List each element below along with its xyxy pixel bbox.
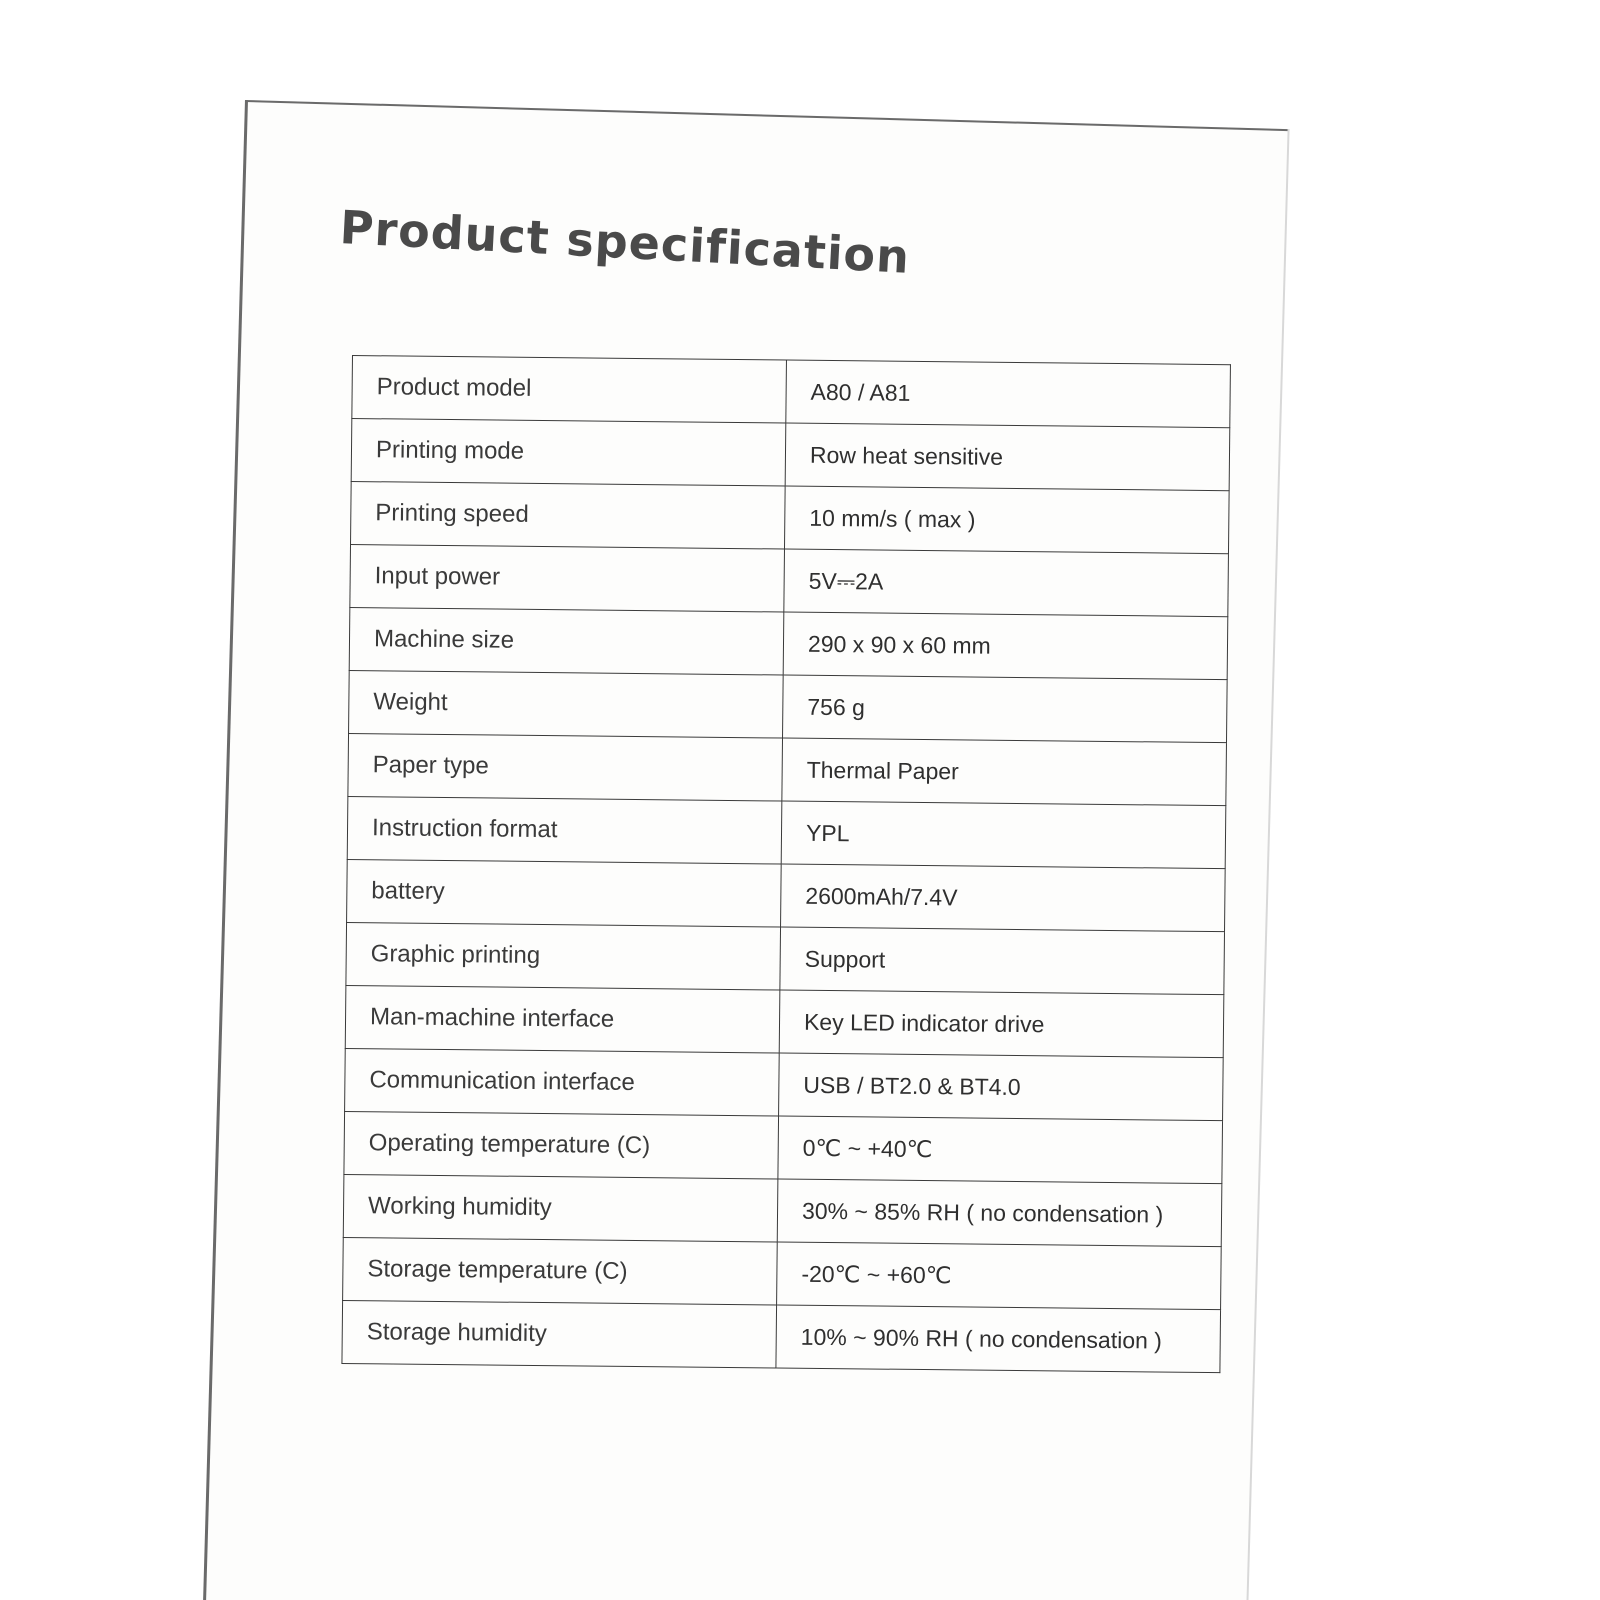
spec-label: battery [347, 859, 782, 927]
spec-label: Printing speed [351, 481, 786, 549]
spec-value: USB / BT2.0 & BT4.0 [779, 1053, 1224, 1121]
table-row [348, 733, 1227, 805]
spec-label: Printing mode [351, 419, 786, 487]
spec-value: 10 mm/s ( max ) [784, 486, 1229, 554]
page-title: Product specification [338, 200, 912, 284]
spec-label: Operating temperature (C) [344, 1111, 779, 1179]
spec-label: Working humidity [343, 1174, 778, 1242]
spec-label: Storage humidity [342, 1300, 777, 1368]
spec-label: Communication interface [345, 1048, 780, 1116]
spec-label: Graphic printing [346, 922, 781, 990]
spec-value: Thermal Paper [782, 738, 1227, 806]
spec-value: Row heat sensitive [785, 423, 1230, 491]
spec-value: 0℃ ~ +40℃ [778, 1116, 1223, 1184]
table-row [351, 481, 1230, 553]
spec-value: YPL [781, 801, 1226, 869]
spec-label: Input power [350, 544, 785, 612]
table-row [343, 1174, 1222, 1246]
table-row [349, 607, 1228, 679]
spec-value: 10% ~ 90% RH ( no condensation ) [776, 1305, 1221, 1373]
table-row [347, 796, 1226, 868]
spec-label: Product model [352, 356, 787, 424]
table-row [345, 985, 1224, 1057]
table-row [342, 1300, 1221, 1372]
spec-value: Support [780, 927, 1225, 995]
spec-value: -20℃ ~ +60℃ [777, 1242, 1222, 1310]
spec-label: Machine size [349, 607, 784, 675]
table-row [347, 859, 1226, 931]
spec-label: Instruction format [347, 796, 782, 864]
table-row [343, 1237, 1222, 1309]
spec-value: Key LED indicator drive [779, 990, 1224, 1058]
spec-value: 5V⎓2A [784, 549, 1229, 617]
spec-label: Storage temperature (C) [343, 1237, 778, 1305]
spec-table [341, 355, 1231, 1373]
spec-label: Weight [349, 670, 784, 738]
spec-value: 756 g [783, 675, 1228, 743]
table-row [344, 1111, 1223, 1183]
spec-label: Man-machine interface [345, 985, 780, 1053]
table-row [352, 356, 1231, 428]
spec-value: A80 / A81 [786, 360, 1231, 428]
spec-value: 30% ~ 85% RH ( no condensation ) [777, 1179, 1222, 1247]
spec-value: 2600mAh/7.4V [781, 864, 1226, 932]
spec-value: 290 x 90 x 60 mm [783, 612, 1228, 680]
spec-label: Paper type [348, 733, 783, 801]
table-row [351, 419, 1230, 491]
table-row [345, 1048, 1224, 1120]
table-row [349, 670, 1228, 742]
table-row [346, 922, 1225, 994]
table-row [350, 544, 1229, 616]
